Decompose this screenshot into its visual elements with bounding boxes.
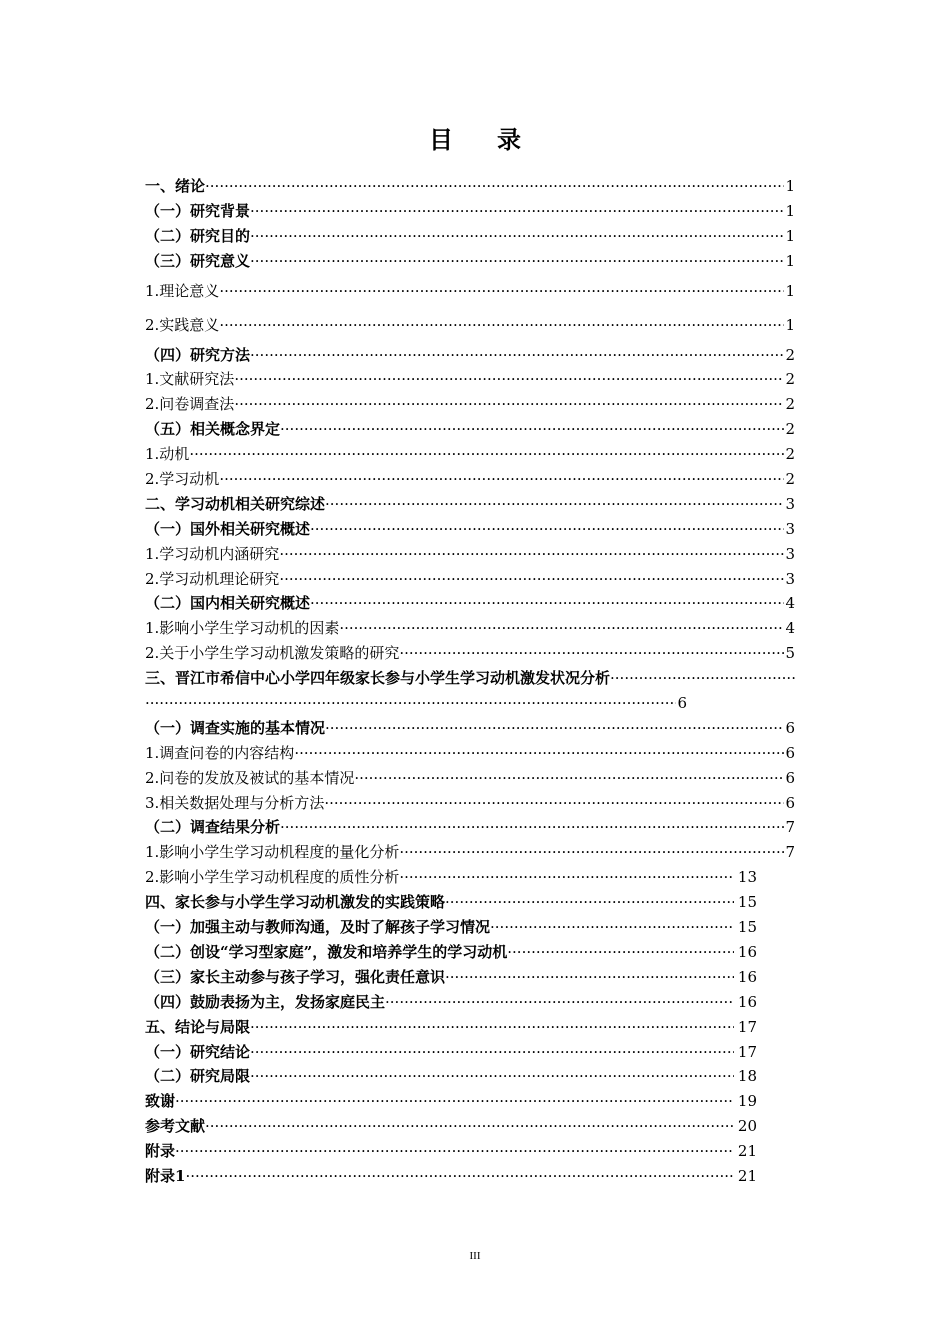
toc-entry-page: 2 — [785, 420, 795, 439]
toc-entry-title: 2.实践意义 — [145, 316, 220, 335]
toc-entry-page: 7 — [785, 843, 795, 862]
toc-entry[interactable] — [145, 915, 795, 940]
toc-leader-dots — [145, 691, 676, 716]
toc-leader-dots — [399, 865, 734, 890]
toc-leader-dots — [234, 392, 784, 417]
toc-leader-dots — [219, 467, 784, 492]
toc-entry-title: 附录 — [145, 1142, 176, 1161]
toc-entry[interactable] — [145, 308, 795, 343]
toc-entry-page: 2 — [785, 345, 795, 364]
toc-entry-title: 致谢 — [145, 1092, 176, 1111]
toc-leader-dots — [294, 741, 784, 766]
toc-entry[interactable] — [145, 766, 795, 791]
toc-entry[interactable] — [145, 1089, 795, 1114]
toc-leader-dots — [339, 616, 784, 641]
toc-entry-title: 3.相关数据处理与分析方法 — [145, 793, 325, 812]
toc-entry[interactable] — [145, 367, 795, 392]
toc-entry-page: 1 — [785, 281, 795, 300]
toc-entry-page: 1 — [785, 177, 795, 195]
toc-entry[interactable] — [145, 1040, 795, 1065]
toc-entry-page: 13 — [737, 868, 757, 887]
toc-leader-dots — [175, 1139, 734, 1164]
toc-entry-page: 1 — [785, 251, 795, 270]
toc-entry-title: （三）研究意义 — [145, 251, 251, 270]
toc-entry-title: 2.问卷调查法 — [145, 395, 235, 414]
toc-entry-page: 6 — [785, 793, 795, 812]
toc-entry[interactable] — [145, 392, 795, 417]
toc-entry-title: 四、家长参与小学生学习动机激发的实践策略 — [145, 893, 446, 912]
toc-leader-dots — [385, 990, 734, 1015]
toc-entry-page: 16 — [737, 967, 757, 986]
toc-leader-dots — [185, 1164, 733, 1189]
toc-entry-title: 1.调查问卷的内容结构 — [145, 743, 295, 762]
toc-entry-title: 1.影响小学生学习动机的因素 — [145, 619, 340, 638]
toc-leader-dots — [399, 641, 784, 666]
toc-leader-dots — [399, 840, 784, 865]
toc-leader-dots — [325, 716, 784, 741]
toc-entry[interactable] — [145, 890, 795, 915]
toc-entry-page: 21 — [737, 1142, 757, 1161]
toc-leader-dots — [205, 174, 784, 199]
toc-leader-dots — [354, 766, 784, 791]
toc-entry-title: 2.问卷的发放及被试的基本情况 — [145, 768, 355, 787]
toc-leader-dots — [250, 1064, 734, 1089]
toc-entry[interactable] — [145, 492, 795, 517]
toc-leader-dots — [250, 224, 784, 249]
toc-entry[interactable] — [145, 865, 795, 890]
toc-entry-title: （二）研究目的 — [145, 226, 251, 245]
toc-entry[interactable] — [145, 542, 795, 567]
toc-entry-title: 1.影响小学生学习动机程度的量化分析 — [145, 843, 400, 862]
toc-entry-page: 17 — [737, 1017, 757, 1036]
toc-entry[interactable] — [145, 815, 795, 840]
toc-entry-title: 参考文献 — [145, 1117, 206, 1136]
toc-entry-title: （二）国内相关研究概述 — [145, 594, 311, 613]
toc-entry-title: 1.理论意义 — [145, 281, 220, 300]
toc-entry-page: 3 — [785, 494, 795, 513]
toc-entry[interactable] — [145, 467, 795, 492]
toc-entry-page: 3 — [785, 544, 795, 563]
toc-entry[interactable] — [145, 965, 795, 990]
toc-entry-page: 15 — [737, 893, 757, 912]
toc-entry-page: 2 — [785, 470, 795, 489]
toc-entry[interactable] — [145, 249, 795, 274]
toc-entry[interactable] — [145, 274, 795, 309]
toc-entry-page: 2 — [785, 370, 795, 389]
toc-entry-title: 2.影响小学生学习动机程度的质性分析 — [145, 868, 400, 887]
toc-entry-page: 6 — [677, 694, 687, 713]
toc-entry[interactable] — [145, 641, 795, 666]
toc-entry-page: 19 — [737, 1092, 757, 1111]
toc-entry-page: 16 — [737, 942, 757, 961]
toc-entry-page: 1 — [785, 226, 795, 245]
toc-leader-dots — [189, 442, 784, 467]
toc-leader-dots — [280, 417, 784, 442]
toc-leader-dots — [310, 517, 784, 542]
toc-entry-page: 17 — [737, 1042, 757, 1061]
toc-leader-dots — [175, 1089, 734, 1114]
toc-entry[interactable] — [145, 1064, 795, 1089]
toc-entry[interactable] — [145, 199, 795, 224]
toc-entry[interactable] — [145, 666, 795, 691]
toc-entry-title: 1.学习动机内涵研究 — [145, 544, 280, 563]
toc-entry[interactable] — [145, 1139, 795, 1164]
toc-entry-title: （一）调查实施的基本情况 — [145, 718, 326, 737]
toc-entry-page: 6 — [785, 718, 795, 737]
toc-entry[interactable] — [145, 1015, 795, 1040]
toc-entry-page: 1 — [785, 316, 795, 335]
toc-entry[interactable] — [145, 940, 795, 965]
toc-title: 目录 — [429, 126, 565, 154]
toc-leader-dots — [234, 367, 784, 392]
toc-entry-page: 15 — [737, 918, 757, 937]
toc-entry-page: 18 — [737, 1067, 757, 1086]
toc-entry[interactable] — [145, 417, 795, 442]
toc-leader-dots — [507, 940, 734, 965]
toc-entry-continuation[interactable] — [145, 691, 795, 716]
toc-entry[interactable] — [145, 741, 795, 766]
toc-entry[interactable] — [145, 224, 795, 249]
toc-leader-dots — [324, 791, 784, 816]
toc-entry-title: 2.学习动机 — [145, 470, 220, 489]
toc-entry[interactable] — [145, 990, 795, 1015]
toc-entry-page: 16 — [737, 992, 757, 1011]
toc-leader-dots — [445, 965, 734, 990]
toc-entry[interactable] — [145, 591, 795, 616]
toc-leader-dots — [219, 308, 784, 343]
toc-entry[interactable] — [145, 791, 795, 816]
page-number: III — [469, 1250, 481, 1262]
toc-leader-dots — [610, 666, 795, 691]
toc-entry-title: 附录1 — [145, 1166, 186, 1185]
toc-entry-title: （二）创设“学习型家庭”，激发和培养学生的学习动机 — [145, 942, 508, 961]
toc-entry-page: 20 — [737, 1117, 757, 1136]
toc-entry-page: 2 — [785, 395, 795, 414]
toc-entry-title: 2.关于小学生学习动机激发策略的研究 — [145, 644, 400, 663]
toc-entry-page: 4 — [785, 594, 795, 613]
toc-entry-title: 1.文献研究法 — [145, 370, 235, 389]
toc-entry-title: 1.动机 — [145, 445, 190, 464]
toc-leader-dots — [490, 915, 734, 940]
toc-entry-title: （一）研究背景 — [145, 201, 251, 220]
toc-entry-page: 3 — [785, 569, 795, 588]
toc-entry[interactable] — [145, 174, 795, 199]
toc-entry-title: （二）调查结果分析 — [145, 818, 281, 837]
toc-leader-dots — [250, 1040, 734, 1065]
toc-entry-title: （四）鼓励表扬为主，发扬家庭民主 — [145, 992, 386, 1011]
toc-leader-dots — [250, 343, 784, 368]
toc-entry-title: （三）家长主动参与孩子学习，强化责任意识 — [145, 967, 446, 986]
toc-leader-dots — [279, 567, 784, 592]
table-of-contents — [145, 174, 795, 1189]
toc-entry[interactable] — [145, 567, 795, 592]
toc-entry-page: 6 — [785, 768, 795, 787]
toc-entry-page: 2 — [785, 445, 795, 464]
toc-entry-page: 6 — [785, 743, 795, 762]
toc-entry[interactable] — [145, 442, 795, 467]
toc-entry-title: （一）国外相关研究概述 — [145, 519, 311, 538]
toc-entry-title: 二、学习动机相关研究综述 — [145, 494, 326, 513]
toc-leader-dots — [310, 591, 784, 616]
toc-leader-dots — [325, 492, 784, 517]
toc-entry[interactable] — [145, 716, 795, 741]
toc-entry-page: 1 — [785, 201, 795, 220]
toc-leader-dots — [279, 542, 784, 567]
toc-entry-page: 5 — [785, 644, 795, 663]
toc-entry-title: （一）加强主动与教师沟通，及时了解孩子学习情况 — [145, 918, 491, 937]
toc-entry-title: 一、绪论 — [145, 177, 206, 195]
toc-leader-dots — [280, 815, 784, 840]
toc-entry[interactable] — [145, 517, 795, 542]
toc-entry[interactable] — [145, 616, 795, 641]
toc-leader-dots — [250, 199, 784, 224]
toc-entry-title: （一）研究结论 — [145, 1042, 251, 1061]
toc-entry-page: 21 — [737, 1166, 757, 1185]
toc-entry-title: （四）研究方法 — [145, 345, 251, 364]
toc-entry-title: （二）研究局限 — [145, 1067, 251, 1086]
toc-entry-page: 7 — [785, 818, 795, 837]
toc-entry[interactable] — [145, 1164, 795, 1189]
toc-entry-page: 3 — [785, 519, 795, 538]
toc-entry-page: 4 — [785, 619, 795, 638]
toc-entry[interactable] — [145, 1114, 795, 1139]
toc-entry-title: 五、结论与局限 — [145, 1017, 251, 1036]
toc-entry[interactable] — [145, 840, 795, 865]
toc-leader-dots — [219, 274, 784, 309]
toc-leader-dots — [250, 249, 784, 274]
toc-entry-title: 三、晋江市希信中心小学四年级家长参与小学生学习动机激发状况分析 — [145, 669, 611, 688]
toc-entry-title: （五）相关概念界定 — [145, 420, 281, 439]
toc-leader-dots — [250, 1015, 734, 1040]
toc-entry[interactable] — [145, 343, 795, 368]
toc-leader-dots — [445, 890, 734, 915]
toc-entry-title: 2.学习动机理论研究 — [145, 569, 280, 588]
toc-leader-dots — [205, 1114, 734, 1139]
